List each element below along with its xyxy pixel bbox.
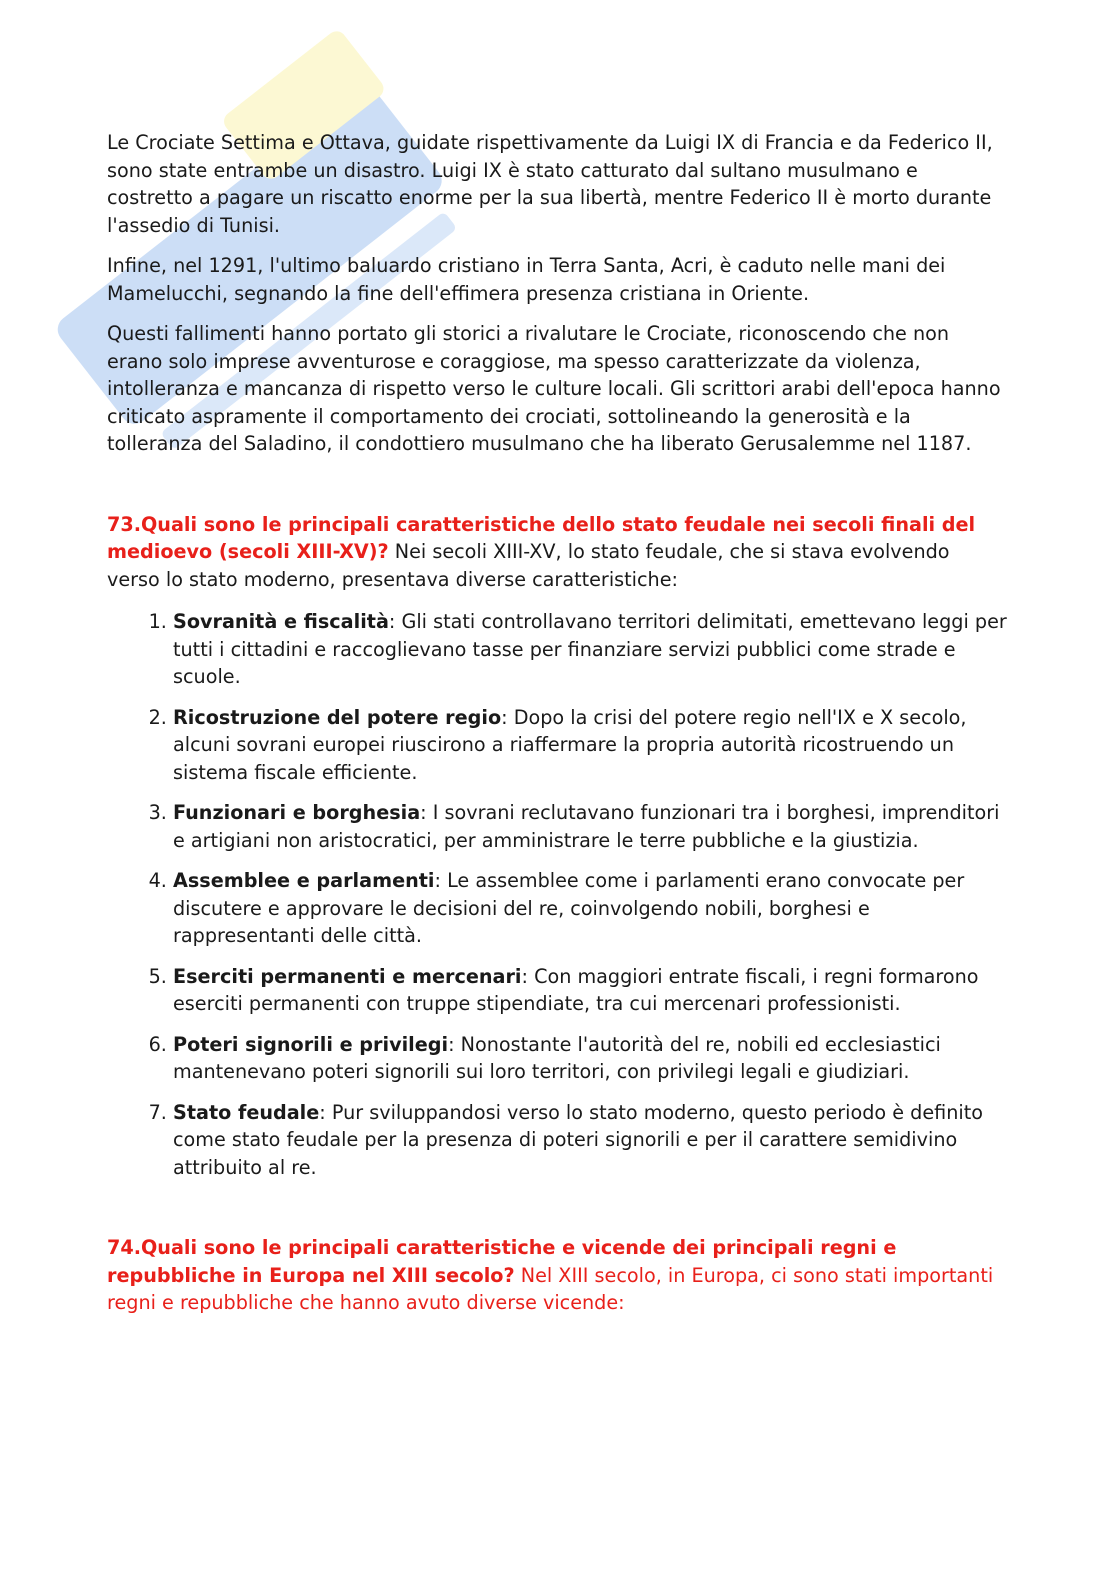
list-item [173, 608, 1007, 691]
list-item-term: Funzionari e borghesia [173, 801, 421, 824]
list-item [173, 799, 1007, 854]
list-item-term: Poteri signorili e privilegi [173, 1032, 449, 1056]
list-item-term: Sovranità e fiscalità [173, 610, 389, 633]
list-item-text: : Pur sviluppandosi verso lo stato moderno, questo periodo è definito come stato feudale per la presenza di poteri signorili e per il carattere semidivino attribuito al re. [173, 1100, 983, 1179]
question-74-intro: Nel XIII secolo, in Europa, ci sono stati importanti regni e repubbliche che hanno avuto diverse vicende: [107, 1263, 994, 1314]
list-item [173, 963, 1007, 1018]
list-item-text: : Nonostante l'autorità del re, nobili ed ecclesiastici mantenevano poteri signorili sui loro territori, con privilegi legali e giudiziari. [173, 1032, 941, 1083]
list-item-term: Ricostruzione del potere regio [173, 705, 502, 729]
paragraph-rivalutazione-crociate: Questi fallimenti hanno portato gli storici a rivalutare le Crociate, riconoscendo che non erano solo imprese avventurose e coraggiose, ma spesso caratterizzate da violenza, intolleranza e mancanza di rispetto verso le culture locali. Gli scrittori arabi dell'epoca hanno criticato aspramente il comportamento dei crociati, sottolineando la generosità e la tolleranza del Saladino, il condottiero musulmano che ha liberato Gerusalemme nel 1187. [107, 322, 1001, 455]
list-item-text: : Dopo la crisi del potere regio nell'IX e X secolo, alcuni sovrani europei riuscirono a riaffermare la propria autorità ricostruendo un sistema fiscale efficiente. [173, 705, 967, 784]
list-item-term: Eserciti permanenti e mercenari [173, 964, 522, 988]
paragraph-crociate-settima-ottava: Le Crociate Settima e Ottava, guidate rispettivamente da Luigi IX di Francia e da Federico II, sono state entrambe un disastro. Luigi IX è stato catturato dal sultano musulmano e costretto a pagare un riscatto enorme per la sua libertà, mentre Federico II è morto durante l'assedio di Tunisi. [107, 131, 993, 237]
list-item-text: : Gli stati controllavano territori delimitati, emettevano leggi per tutti i cittadini e raccoglievano tasse per finanziare servizi pubblici come strade e scuole. [173, 610, 1007, 688]
list-item [173, 1099, 1007, 1182]
list-item-term: Assemblee e parlamenti [173, 869, 435, 892]
question-74-title: 74.Quali sono le principali caratteristiche e vicende dei principali regni e repubbliche in Europa nel XIII secolo? [107, 1236, 897, 1287]
list-item [173, 867, 1007, 950]
list-item [173, 1031, 1007, 1086]
list-item-text: : Le assemblee come i parlamenti erano convocate per discutere e approvare le decisioni del re, coinvolgendo nobili, borghesi e rappresentanti delle città. [173, 869, 965, 947]
question-74 [107, 1234, 1007, 1317]
feudal-state-features-list [107, 608, 1007, 1181]
paragraph-acri-1291: Infine, nel 1291, l'ultimo baluardo cristiano in Terra Santa, Acri, è caduto nelle mani dei Mamelucchi, segnando la fine dell'effimera presenza cristiana in Oriente. [107, 254, 946, 305]
list-item-text: : I sovrani reclutavano funzionari tra i borghesi, imprenditori e artigiani non aristocratici, per amministrare le terre pubbliche e la giustizia. [173, 801, 1000, 852]
document-body [107, 129, 1007, 1330]
list-item [173, 704, 1007, 787]
question-73-intro: Nei secoli XIII-XV, lo stato feudale, che si stava evolvendo verso lo stato moderno, presentava diverse caratteristiche: [107, 540, 950, 591]
list-item-term: Stato feudale [173, 1100, 320, 1124]
question-73-title: 73.Quali sono le principali caratteristiche dello stato feudale nei secoli finali del medioevo (secoli XIII-XV)? [107, 512, 976, 563]
question-73 [107, 511, 1007, 594]
list-item-text: : Con maggiori entrate fiscali, i regni formarono eserciti permanenti con truppe stipendiate, tra cui mercenari professionisti. [173, 964, 979, 1015]
